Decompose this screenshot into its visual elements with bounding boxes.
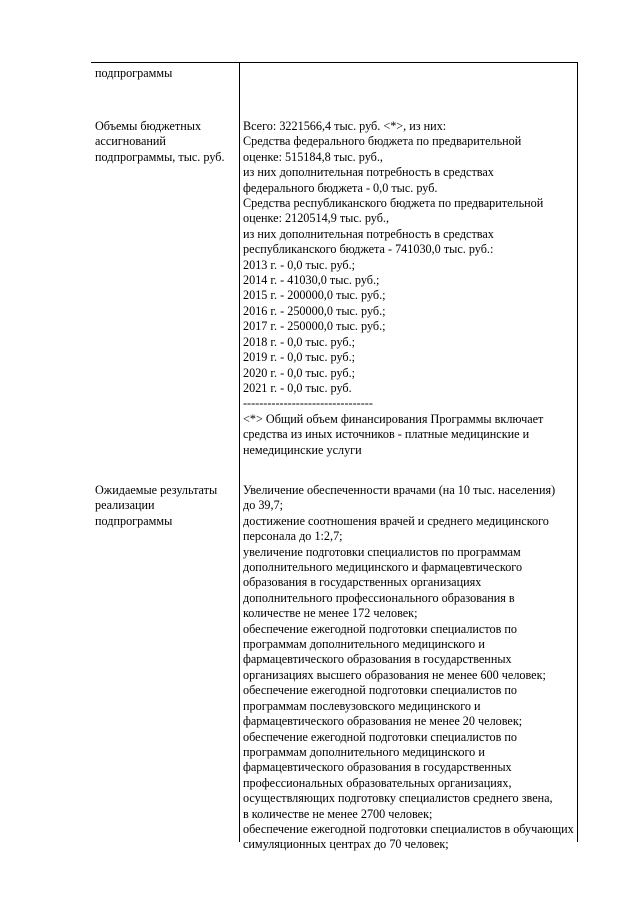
- row-subprogram-label: [95, 66, 235, 81]
- value-line: фармацевтического образования не менее 20 человек;: [243, 714, 523, 729]
- value-line: 2013 г. - 0,0 тыс. руб.;: [243, 257, 356, 272]
- row-expected-results-value: [243, 483, 577, 853]
- row-budget-allocations-label: [95, 119, 235, 165]
- value-line: программам дополнительного медицинского и: [243, 637, 485, 652]
- value-line: из них дополнительная потребность в средствах: [243, 165, 494, 180]
- value-line: персонала до 1:2,7;: [243, 529, 343, 544]
- value-line: 2020 г. - 0,0 тыс. руб.;: [243, 365, 356, 380]
- footnote-line: немедицинские услуги: [243, 442, 362, 457]
- footnote-separator: --------------------------------: [243, 396, 373, 411]
- value-line: 2015 г. - 200000,0 тыс. руб.;: [243, 288, 386, 303]
- value-line: Увеличение обеспеченности врачами (на 10 тыс. населения): [243, 483, 556, 497]
- value-line: обеспечение ежегодной подготовки специалистов в обучающих: [243, 821, 574, 836]
- label-line: подпрограммы: [95, 513, 173, 528]
- row-expected-results-label: [95, 483, 235, 529]
- value-line: увеличение подготовки специалистов по программам: [243, 544, 521, 559]
- value-line: профессиональных образовательных организациях,: [243, 775, 512, 790]
- row-budget-allocations-value: [243, 119, 577, 458]
- footnote-line: средства из иных источников - платные медицинские и: [243, 427, 530, 442]
- label-line: Ожидаемые результаты: [95, 483, 218, 497]
- value-line: 2014 г. - 41030,0 тыс. руб.;: [243, 273, 380, 288]
- value-line: дополнительного медицинского и фармацевтического: [243, 560, 523, 575]
- value-line: оценке: 515184,8 тыс. руб.,: [243, 149, 383, 164]
- value-line: обеспечение ежегодной подготовки специалистов по: [243, 621, 518, 636]
- value-line: оценке: 2120514,9 тыс. руб.,: [243, 211, 390, 226]
- value-line: обеспечение ежегодной подготовки специалистов по: [243, 683, 518, 698]
- value-line: программам дополнительного медицинского и: [243, 744, 485, 759]
- value-line: Всего: 3221566,4 тыс. руб. <*>, из них:: [243, 119, 447, 133]
- footnote-line: <*> Общий объем финансирования Программы включает: [243, 411, 544, 426]
- value-line: 2016 г. - 250000,0 тыс. руб.;: [243, 303, 386, 318]
- label-line: Объемы бюджетных: [95, 119, 202, 133]
- value-line: программам послевузовского медицинского и: [243, 698, 481, 713]
- value-line: республиканского бюджета - 741030,0 тыс. руб.:: [243, 242, 494, 257]
- value-line: количестве не менее 172 человек;: [243, 606, 418, 621]
- value-line: образования в государственных организациях: [243, 575, 482, 590]
- value-line: 2018 г. - 0,0 тыс. руб.;: [243, 334, 356, 349]
- value-line: до 39,7;: [243, 498, 284, 513]
- value-line: 2021 г. - 0,0 тыс. руб.: [243, 380, 352, 395]
- value-line: фармацевтического образования в государственных: [243, 652, 512, 667]
- value-line: федерального бюджета - 0,0 тыс. руб.: [243, 180, 438, 195]
- value-line: дополнительного профессионального образования в: [243, 590, 515, 605]
- value-line: Средства федерального бюджета по предварительной: [243, 134, 522, 149]
- value-line: осуществляющих подготовку специалистов среднего звена,: [243, 791, 553, 806]
- label-line: подпрограммы: [95, 66, 173, 80]
- value-line: фармацевтического образования в государственных: [243, 760, 512, 775]
- value-line: из них дополнительная потребность в средствах: [243, 226, 494, 241]
- value-line: обеспечение ежегодной подготовки специалистов по: [243, 729, 518, 744]
- value-line: организациях высшего образования не менее 600 человек;: [243, 667, 546, 682]
- value-line: достижение соотношения врачей и среднего медицинского: [243, 513, 549, 528]
- label-line: ассигнований: [95, 134, 166, 149]
- label-line: подпрограммы, тыс. руб.: [95, 149, 225, 164]
- value-line: в количестве не менее 2700 человек;: [243, 806, 433, 821]
- value-line: 2019 г. - 0,0 тыс. руб.;: [243, 350, 356, 365]
- value-line: Средства республиканского бюджета по предварительной: [243, 196, 544, 211]
- column-divider: [239, 62, 240, 842]
- label-line: реализации: [95, 498, 155, 513]
- value-line: симуляционных центрах до 70 человек;: [243, 837, 449, 852]
- value-line: 2017 г. - 250000,0 тыс. руб.;: [243, 319, 386, 334]
